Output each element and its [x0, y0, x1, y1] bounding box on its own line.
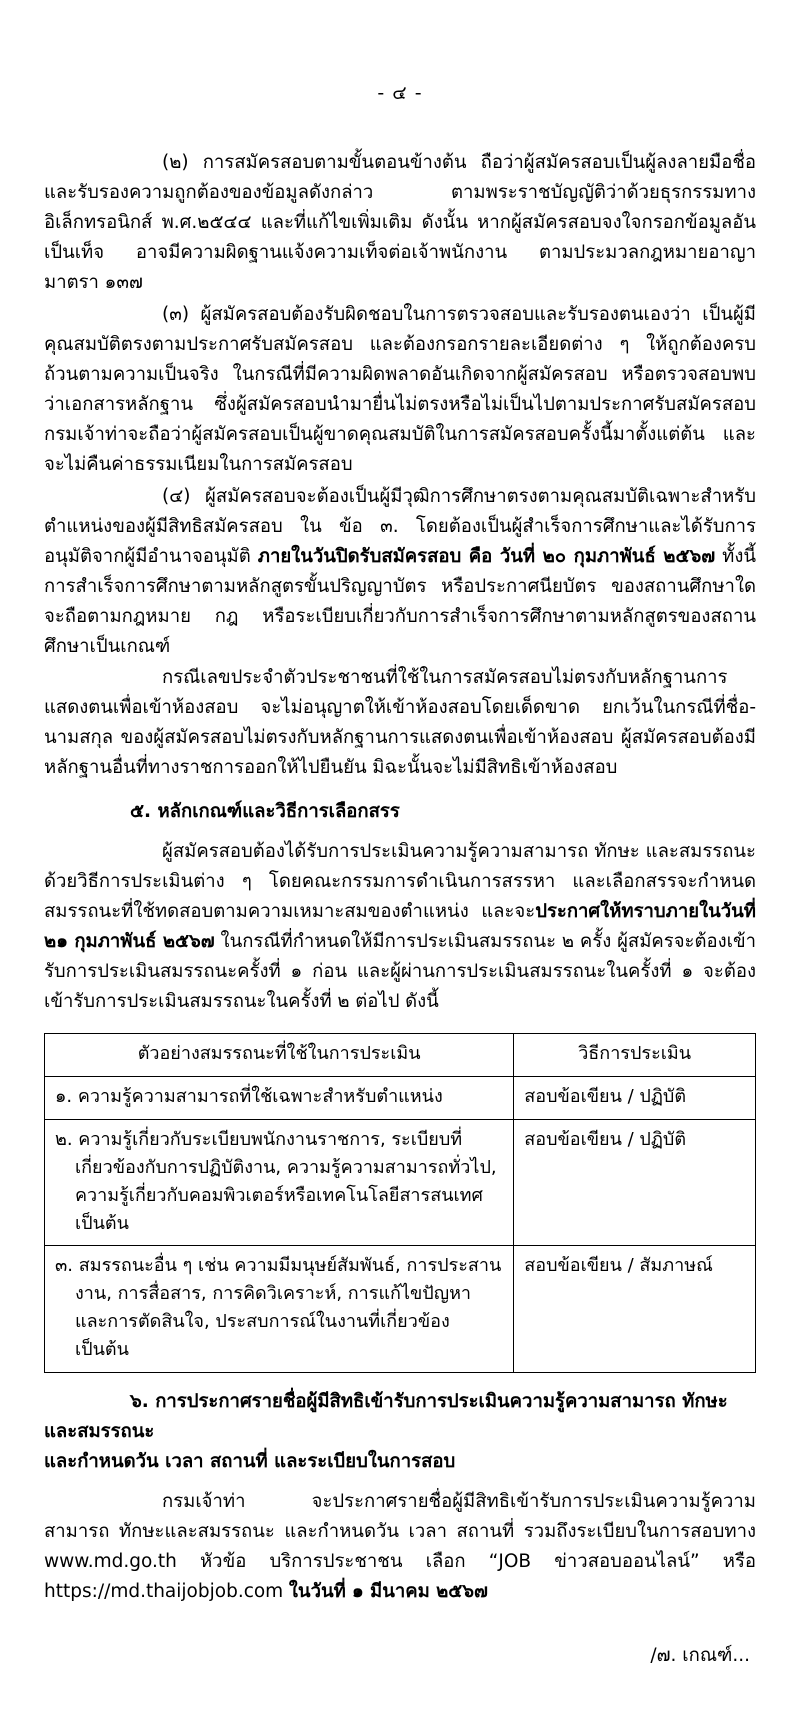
column-header-method: วิธีการประเมิน	[514, 1034, 756, 1077]
section-5-part-a: ผู้สมัครสอบต้องได้รับการประเมินความรู้ความสามารถ ทักษะ และสมรรถนะ ด้วยวิธีการประเมินต่าง ๆ โดยคณะกรรมการดำเนินการสรรหา และเลือกสรรจะกำหนดสมรรถนะที่ใช้ทดสอบตามความเหมาะสมของตำแหน่ง และจะ	[44, 841, 756, 923]
section-6-part-a: กรมเจ้าท่า จะประกาศรายชื่อผู้มีสิทธิเข้ารับการประเมินความรู้ความสามารถ ทักษะและสมรรถนะ และกำหนดวัน เวลา สถานที่ รวมถึงระเบียบในการสอบทาง www.md.go.th หัวข้อ บริการประชาชน เลือก “JOB ข่าวสอบออนไลน์” หรือ https://md.thaijobjob.com	[44, 1490, 756, 1602]
paragraph-4-text	[44, 482, 756, 662]
paragraph-2-text: (๒) การสมัครสอบตามขั้นตอนข้างต้น ถือว่าผู้สมัครสอบเป็นผู้ลงลายมือชื่อ และรับรองความถูกต้องของข้อมูลดังกล่าว ตามพระราชบัญญัติว่าด้วยธุรกรรมทางอิเล็กทรอนิกส์ พ.ศ.๒๕๔๔ และที่แก้ไขเพิ่มเติม ดังนั้น หากผู้สมัครสอบจงใจกรอกข้อมูลอันเป็นเท็จ อาจมีความผิดฐานแจ้งความเท็จต่อเจ้าพนักงาน ตามประมวลกฎหมายอาญามาตรา ๑๓๗	[44, 152, 756, 293]
paragraph-3-text: (๓) ผู้สมัครสอบต้องรับผิดชอบในการตรวจสอบและรับรองตนเองว่า เป็นผู้มีคุณสมบัติตรงตามประกาศรับสมัครสอบ และต้องกรอกรายละเอียดต่าง ๆ ให้ถูกต้องครบถ้วนตามความเป็นจริง ในกรณีที่มีความผิดพลาดอันเกิดจากผู้สมัครสอบ หรือตรวจสอบพบว่าเอกสารหลักฐาน ซึ่งผู้สมัครสอบนำมายื่นไม่ตรงหรือไม่เป็นไปตามประกาศรับสมัครสอบ กรมเจ้าท่าจะถือว่าผู้สมัครสอบเป็นผู้ขาดคุณสมบัติในการสมัครสอบครั้งนี้มาตั้งแต่ต้น และจะไม่คืนค่าธรรมเนียมในการสมัครสอบ	[44, 303, 756, 475]
paragraph-4-part2: ทั้งนี้ การสำเร็จการศึกษาตามหลักสูตรขั้นปริญญาบัตร หรือประกาศนียบัตร ของสถานศึกษาใด จะถือตามกฎหมาย กฎ หรือระเบียบเกี่ยวกับการสำเร็จการศึกษาตามหลักสูตรของสถานศึกษาเป็นเกณฑ์	[44, 545, 756, 657]
section-5-paragraph-text	[44, 837, 756, 1017]
paragraph-4-deadline: ภายในวันปิดรับสมัครสอบ คือ วันที่ ๒๐ กุมภาพันธ์ ๒๕๖๗	[257, 545, 716, 567]
assessment-table	[44, 1033, 756, 1373]
section-5-heading: ๕. หลักเกณฑ์และวิธีการเลือกสรร	[130, 801, 400, 823]
cell-method: สอบข้อเขียน / ปฏิบัติ	[514, 1119, 756, 1246]
section-5-part-b: ในกรณีที่กำหนดให้มีการประเมินสมรรถนะ ๒ ครั้ง ผู้สมัครจะต้องเข้ารับการประเมินสมรรถนะครั้งที่ ๑ ก่อน และผู้ผ่านการประเมินสมรรถนะในครั้งที่ ๑ จะต้องเข้ารับการประเมินสมรรถนะในครั้งที่ ๒ ต่อไป ดังนี้	[44, 931, 757, 1013]
section-5-announce-date: ประกาศให้ทราบภายในวันที่ ๒๑ กุมภาพันธ์ ๒๕๖๗	[44, 901, 756, 953]
column-header-competency: ตัวอย่างสมรรถนะที่ใช้ในการประเมิน	[45, 1034, 514, 1077]
paragraph-4	[44, 482, 756, 662]
section-6-paragraph-text	[44, 1487, 756, 1607]
cell-competency	[45, 1077, 514, 1120]
page-number: - ๔ -	[377, 82, 423, 104]
section-6-paragraph	[44, 1487, 756, 1607]
cell-competency	[45, 1246, 514, 1373]
section-6-heading-line2: และกำหนดวัน เวลา สถานที่ และระเบียบในการสอบ	[44, 1450, 456, 1472]
paragraph-5-text: กรณีเลขประจำตัวประชาชนที่ใช้ในการสมัครสอบไม่ตรงกับหลักฐานการแสดงตนเพื่อเข้าห้องสอบ จะไม่อนุญาตให้เข้าห้องสอบโดยเด็ดขาด ยกเว้นในกรณีที่ชื่อ-นามสกุล ของผู้สมัครสอบไม่ตรงกับหลักฐานการแสดงตนเพื่อเข้าห้องสอบ ผู้สมัครสอบต้องมีหลักฐานอื่นที่ทางราชการออกให้ไปยืนยัน มิฉะนั้นจะไม่มีสิทธิเข้าห้องสอบ	[44, 667, 756, 779]
assessment-table-body	[45, 1077, 756, 1373]
footer-continuation-note: /๗. เกณฑ์...	[650, 1644, 750, 1666]
cell-method: สอบข้อเขียน / สัมภาษณ์	[514, 1246, 756, 1373]
cell-method: สอบข้อเขียน / ปฏิบัติ	[514, 1077, 756, 1120]
section-5-paragraph	[44, 837, 756, 1017]
assessment-table-head	[45, 1034, 756, 1077]
paragraph-5	[44, 663, 756, 783]
paragraph-4-part1: (๔) ผู้สมัครสอบจะต้องเป็นผู้มีวุฒิการศึกษาตรงตามคุณสมบัติเฉพาะสำหรับตำแหน่งของผู้มีสิทธิสมัครสอบ ใน ข้อ ๓. โดยต้องเป็นผู้สำเร็จการศึกษาและได้รับการอนุมัติจากผู้มีอำนาจอนุมัติ	[44, 485, 756, 567]
table-row	[45, 1119, 756, 1246]
table-row	[45, 1077, 756, 1120]
section-6-announce-date: ในวันที่ ๑ มีนาคม ๒๕๖๗	[288, 1580, 488, 1602]
cell-competency-text: ๒. ความรู้เกี่ยวกับระเบียบพนักงานราชการ, ระเบียบที่เกี่ยวข้องกับการปฏิบัติงาน, ความรู้ความสามารถทั่วไป, ความรู้เกี่ยวกับคอมพิวเตอร์หรือเทคโนโลยีสารสนเทศ เป็นต้น	[55, 1128, 497, 1234]
table-header-row	[45, 1034, 756, 1077]
table-row	[45, 1246, 756, 1373]
cell-competency-text: ๓. สมรรถนะอื่น ๆ เช่น ความมีมนุษย์สัมพันธ์, การประสานงาน, การสื่อสาร, การคิดวิเคราะห์, การแก้ไขปัญหาและการตัดสินใจ, ประสบการณ์ในงานที่เกี่ยวข้อง เป็นต้น	[55, 1255, 502, 1361]
cell-competency	[45, 1119, 514, 1246]
paragraph-3	[44, 300, 756, 480]
cell-competency-text: ๑. ความรู้ความสามารถที่ใช้เฉพาะสำหรับตำแหน่ง	[55, 1086, 443, 1108]
paragraph-2	[44, 148, 756, 298]
section-6-heading-line1: ๖. การประกาศรายชื่อผู้มีสิทธิเข้ารับการประเมินความรู้ความสามารถ ทักษะ และสมรรถนะ	[44, 1391, 728, 1442]
